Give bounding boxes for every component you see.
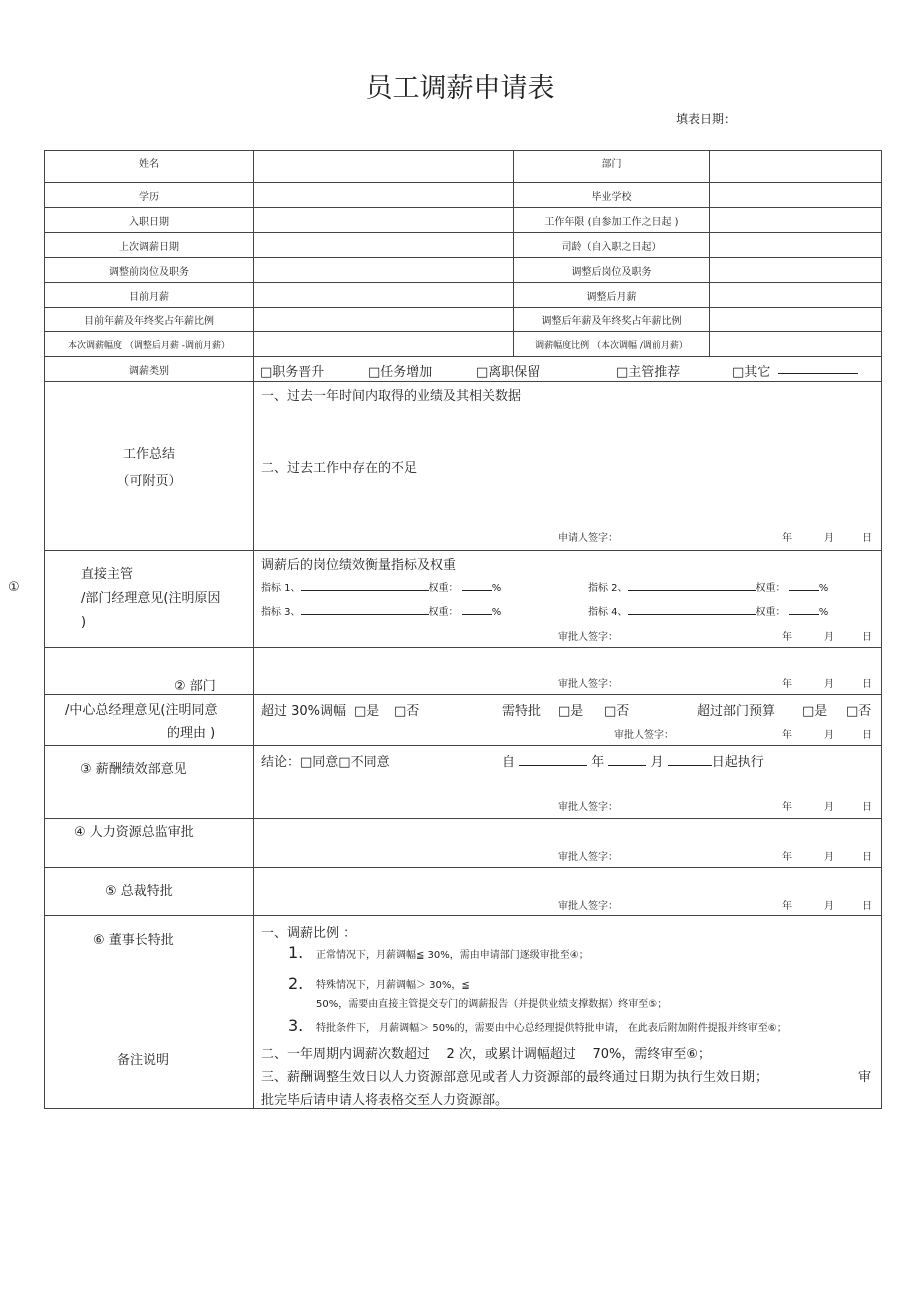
kpi-label: 指标 1、 xyxy=(261,583,301,594)
notes-line: 审 xyxy=(858,1070,872,1085)
kpi-2-input[interactable] xyxy=(628,579,756,591)
summary-q2: 二、过去工作中存在的不足 xyxy=(261,461,418,476)
month-label: 月 xyxy=(824,533,834,544)
table-row xyxy=(45,308,882,332)
tenure-input[interactable] xyxy=(710,233,882,258)
month-label: 月 xyxy=(824,802,834,813)
kpi-3-input[interactable] xyxy=(301,603,429,615)
form-table xyxy=(44,150,882,1109)
notes-line: 50%，需要由直接主管提交专门的调薪报告（并提供业绩支撑数据）终审至⑤； xyxy=(316,999,668,1010)
chairman-label: ⑥ 董事长特批 xyxy=(93,933,174,948)
table-row xyxy=(45,233,882,258)
manager-label-cell xyxy=(45,551,254,648)
hr-label: ③ 薪酬绩效部意见 xyxy=(80,762,187,777)
weight-2-input[interactable] xyxy=(789,579,819,591)
day-label: 日 xyxy=(862,533,872,544)
percent-sign: % xyxy=(818,607,829,618)
special-no-checkbox[interactable]: □否 xyxy=(604,704,630,719)
month-label: 月 xyxy=(824,679,834,690)
weight-label: 权重： xyxy=(755,583,786,594)
year-label: 年 xyxy=(782,852,792,863)
start-month-input[interactable] xyxy=(608,754,646,766)
over-30-yes-checkbox[interactable]: □是 xyxy=(354,704,380,719)
field-label: 本次调薪幅度 （调整后月薪 -调前月薪） xyxy=(45,332,254,357)
page-title: 员工调薪申请表 xyxy=(365,73,555,104)
start-label: 日起执行 xyxy=(711,755,764,770)
over-budget-label: 超过部门预算 xyxy=(697,704,776,719)
category-options xyxy=(254,357,882,382)
weight-label: 权重： xyxy=(428,583,459,594)
conclusion-checkboxes[interactable]: 结论：□同意□不同意 xyxy=(261,755,390,770)
table-row xyxy=(45,551,882,648)
weight-4-input[interactable] xyxy=(789,603,819,615)
checkbox-manager-recommend[interactable]: □主管推荐 xyxy=(616,365,681,380)
table-row xyxy=(45,916,882,1109)
table-row xyxy=(45,746,882,819)
over-30-label: 超过 30%调幅 xyxy=(261,704,347,719)
field-label: 入职日期 xyxy=(45,208,254,233)
step-marker: ① xyxy=(8,580,20,595)
notes-line: 二、一年周期内调薪次数超过 2 次，或累计调幅超过 70%，需终审至⑥； xyxy=(261,1047,712,1062)
weight-3-input[interactable] xyxy=(462,603,492,615)
field-label: 调整后年薪及年终奖占年薪比例 xyxy=(514,308,710,332)
manager-label: 直接主管 xyxy=(81,567,134,582)
gm-label: 的理由 ) xyxy=(167,726,216,741)
notes-line: 三、薪酬调整生效日以人力资源部意见或者人力资源部的最终通过日期为执行生效日期； xyxy=(261,1070,769,1085)
list-number: 2. xyxy=(288,974,304,993)
kpi-heading: 调薪后的岗位绩效衡量指标及权重 xyxy=(261,558,457,573)
ceo-sign-area[interactable] xyxy=(254,868,882,916)
new-position-input[interactable] xyxy=(710,258,882,283)
manager-opinion[interactable] xyxy=(254,551,882,648)
new-salary-input[interactable] xyxy=(710,283,882,308)
special-yes-checkbox[interactable]: □是 xyxy=(558,704,584,719)
day-label: 日 xyxy=(862,679,872,690)
percent-sign: % xyxy=(491,607,502,618)
hr-label-cell xyxy=(45,746,254,819)
department-input[interactable] xyxy=(710,151,882,183)
summary-label-cell xyxy=(45,382,254,551)
gm-label: /中心总经理意见(注明同意 xyxy=(65,703,218,718)
gm-label-cell xyxy=(45,648,254,695)
field-label: 工作年限 (自参加工作之日起 ) xyxy=(514,208,710,233)
approver-sign-label: 审批人签字： xyxy=(558,852,618,863)
hr-director-sign-area[interactable] xyxy=(254,819,882,868)
notes-line: 特批条件下， 月薪调幅＞ 50%的，需要由中心总经理提供特批申请， 在此表后附加附件提报并终审至⑥； xyxy=(316,1023,787,1034)
year-label: 年 xyxy=(782,901,792,912)
approver-sign-label: 审批人签字： xyxy=(558,632,618,643)
notes-label: 备注说明 xyxy=(117,1053,170,1068)
kpi-4-input[interactable] xyxy=(628,603,756,615)
adjust-amount-input[interactable] xyxy=(254,332,514,357)
notes-line: 特殊情况下，月薪调幅＞ 30%，≦ xyxy=(316,980,470,991)
day-label: 日 xyxy=(862,852,872,863)
ceo-label: ⑤ 总裁特批 xyxy=(105,884,173,899)
table-row xyxy=(45,283,882,308)
field-label: 目前年薪及年终奖占年薪比例 xyxy=(45,308,254,332)
field-label: 调整后岗位及职务 xyxy=(514,258,710,283)
education-input[interactable] xyxy=(254,183,514,208)
field-label: 司龄（自入职之日起） xyxy=(514,233,710,258)
work-years-input[interactable] xyxy=(710,208,882,233)
table-row xyxy=(45,332,882,357)
kpi-label: 指标 4、 xyxy=(588,607,628,618)
manager-label: ) xyxy=(81,615,87,630)
budget-no-checkbox[interactable]: □否 xyxy=(846,704,872,719)
summary-q1: 一、过去一年时间内取得的业绩及其相关数据 xyxy=(261,389,522,404)
new-annual-ratio-input[interactable] xyxy=(710,308,882,332)
from-label: 自 xyxy=(502,755,516,770)
field-label: 调整后月薪 xyxy=(514,283,710,308)
year-label: 年 xyxy=(782,632,792,643)
field-label: 调薪类别 xyxy=(45,357,254,382)
fill-date-label: 填表日期： xyxy=(676,112,737,126)
gm-label-cell xyxy=(45,695,254,746)
start-day-input[interactable] xyxy=(668,754,712,766)
gm-sign-area[interactable] xyxy=(254,648,882,695)
field-label: 目前月薪 xyxy=(45,283,254,308)
last-adjust-date-input[interactable] xyxy=(254,233,514,258)
approver-sign-label: 审批人签字： xyxy=(614,730,674,741)
kpi-1-input[interactable] xyxy=(301,579,429,591)
checkbox-other[interactable]: □其它 xyxy=(732,365,771,380)
approver-sign-label: 审批人签字： xyxy=(558,679,618,690)
table-row xyxy=(45,819,882,868)
field-label: 调整前岗位及职务 xyxy=(45,258,254,283)
month-label: 月 xyxy=(824,852,834,863)
percent-sign: % xyxy=(491,583,502,594)
table-row xyxy=(45,151,882,183)
notes-content xyxy=(254,916,882,1109)
day-label: 日 xyxy=(862,730,872,741)
special-approval-label: 需特批 xyxy=(502,704,542,719)
other-input[interactable] xyxy=(778,362,858,374)
table-row xyxy=(45,868,882,916)
field-label: 调薪幅度比例 （本次调幅 /调前月薪） xyxy=(514,332,710,357)
hr-opinion xyxy=(254,746,882,819)
month-label: 月 xyxy=(824,901,834,912)
list-number: 1. xyxy=(288,943,304,962)
day-label: 日 xyxy=(862,802,872,813)
day-label: 日 xyxy=(862,632,872,643)
adjust-ratio-input[interactable] xyxy=(710,332,882,357)
table-row xyxy=(45,208,882,233)
school-input[interactable] xyxy=(710,183,882,208)
summary-input[interactable] xyxy=(254,382,882,551)
name-input[interactable] xyxy=(254,151,514,183)
approver-sign-label: 审批人签字： xyxy=(558,901,618,912)
year-label: 年 xyxy=(782,679,792,690)
checkbox-task-increase[interactable]: □任务增加 xyxy=(368,365,433,380)
hr-director-label: ④ 人力资源总监审批 xyxy=(74,825,194,840)
list-number: 3. xyxy=(288,1016,304,1035)
applicant-sign-label: 申请人签字： xyxy=(558,533,618,544)
annual-ratio-input[interactable] xyxy=(254,308,514,332)
percent-sign: % xyxy=(818,583,829,594)
field-label: 毕业学校 xyxy=(514,183,710,208)
month-label: 月 xyxy=(824,632,834,643)
current-salary-input[interactable] xyxy=(254,283,514,308)
month-label: 月 xyxy=(650,755,664,770)
field-label: 上次调薪日期 xyxy=(45,233,254,258)
checkbox-promotion[interactable]: □职务晋升 xyxy=(260,365,325,380)
budget-yes-checkbox[interactable]: □是 xyxy=(802,704,828,719)
summary-sublabel: （可附页） xyxy=(116,474,182,489)
notes-label-cell xyxy=(45,916,254,1109)
kpi-label: 指标 2、 xyxy=(588,583,628,594)
year-label: 年 xyxy=(782,730,792,741)
notes-line: 批完毕后请申请人将表格交至人力资源部。 xyxy=(261,1093,509,1108)
notes-line: 正常情况下，月薪调幅≦ 30%，需由申请部门逐级审批至④； xyxy=(316,950,589,961)
field-label: 部门 xyxy=(514,151,710,183)
over-30-no-checkbox[interactable]: □否 xyxy=(394,704,420,719)
start-year-input[interactable] xyxy=(519,754,587,766)
field-label: 学历 xyxy=(45,183,254,208)
year-label: 年 xyxy=(782,533,792,544)
month-label: 月 xyxy=(824,730,834,741)
day-label: 日 xyxy=(862,901,872,912)
table-row xyxy=(45,357,882,382)
kpi-label: 指标 3、 xyxy=(261,607,301,618)
weight-label: 权重： xyxy=(755,607,786,618)
gm-label: ② 部门 xyxy=(174,679,216,694)
table-row xyxy=(45,258,882,283)
table-row xyxy=(45,695,882,746)
table-row xyxy=(45,648,882,695)
prev-position-input[interactable] xyxy=(254,258,514,283)
year-label: 年 xyxy=(782,802,792,813)
weight-label: 权重： xyxy=(428,607,459,618)
field-label: 姓名 xyxy=(45,151,254,183)
hr-director-label-cell xyxy=(45,819,254,868)
approver-sign-label: 审批人签字： xyxy=(558,802,618,813)
weight-1-input[interactable] xyxy=(462,579,492,591)
notes-line: 一、调薪比例 ： xyxy=(261,926,357,941)
checkbox-retention[interactable]: □离职保留 xyxy=(476,365,541,380)
table-row xyxy=(45,183,882,208)
summary-label: 工作总结 xyxy=(122,447,175,462)
manager-label: /部门经理意见(注明原因 xyxy=(81,591,221,606)
ceo-label-cell xyxy=(45,868,254,916)
gm-opinion xyxy=(254,695,882,746)
hire-date-input[interactable] xyxy=(254,208,514,233)
year-label: 年 xyxy=(591,755,605,770)
table-row xyxy=(45,382,882,551)
